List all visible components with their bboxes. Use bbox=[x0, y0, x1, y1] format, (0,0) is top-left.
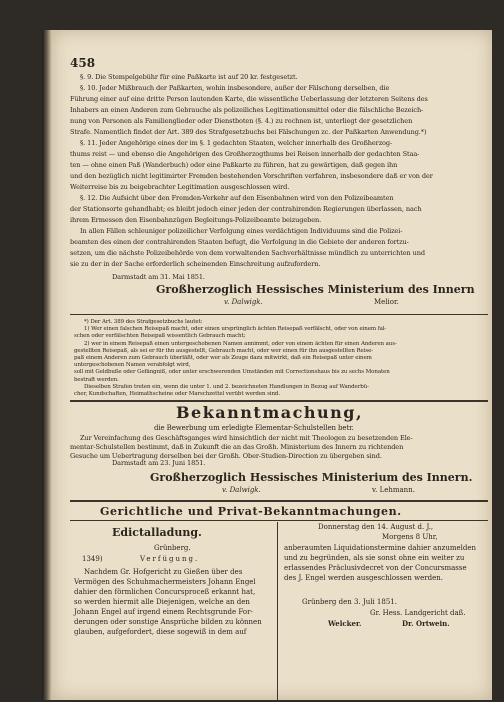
signer-2b: v. Lehmann. bbox=[372, 486, 415, 494]
text-line: erlassendes Präclusivdecret von der Concursmasse bbox=[284, 564, 467, 572]
text-line: beamten des einen der contrahirenden Staaten befugt, die Verfolgung in die Gebiete der anderen fortzu- bbox=[70, 238, 409, 246]
signer-1: v. Dalwigk. bbox=[224, 298, 263, 306]
text-line: Inhabers an einen Anderen zum Gebrauche als polizeiliches Legitimationsmittel oder die fälschliche Bezeich- bbox=[70, 106, 424, 114]
text-line: und zu begründen, als sie sonst ohne ein weiter zu bbox=[284, 554, 465, 562]
section-rule bbox=[70, 500, 488, 502]
notice-number: 1349) bbox=[82, 555, 103, 563]
text-line: Johann Engel auf irgend einem Rechtsgrunde For- bbox=[74, 608, 253, 616]
heading-gerichtliche: Gerichtliche und Privat-Bekanntmachungen. bbox=[100, 505, 402, 518]
text-line: setzen, um die nächste Polizeibehörde von dem vorwaltenden Sachverhältnisse mündlich zu unterrichten und bbox=[70, 249, 425, 257]
text-line: Vermögen des Schuhmachermeisters Johann Engel bbox=[74, 578, 256, 586]
text-line: Zur Vereinfachung des Geschäftsganges wird hinsichtlich der nicht mit Theologen zu besetzenden Ele- bbox=[80, 434, 413, 442]
ministry-1: Großherzoglich Hessisches Ministerium des Innern bbox=[156, 283, 475, 296]
text-line: Dieselben Strafen treten ein, wenn die unter 1. und 2. bezeichneten Handlungen in Bezug auf Wanderbü- bbox=[84, 383, 369, 390]
text-line: Nachdem Gr. Hofgericht zu Gießen über des bbox=[84, 568, 243, 576]
text-line: untergeschobenen Namen verabfolgt wird, bbox=[74, 362, 191, 369]
text-line: mentar-Schulstellen bestimmt, daß in Zukunft die an das Großh. Ministerium des Innern zu richtenden bbox=[70, 443, 404, 451]
signer-1b: Melior. bbox=[374, 298, 399, 306]
text-line: sie zu der in der Sache erforderlich scheinenden Einschreitung aufzufordern. bbox=[70, 260, 321, 268]
text-line: cher, Kundschaften, Heimathscheine oder Marschzettel verübt werden sind. bbox=[74, 391, 280, 397]
text-line: 2) wer in einem Reisepaß einen untergeschobenen Namen annimmt, oder von einem ächten für einen Anderen aus- bbox=[84, 340, 397, 347]
edictal-place: Grünberg. bbox=[154, 544, 191, 552]
text-line: der Stationsorte gehandhabt; es bleibt jedoch einer jeden der contrahirenden Regierungen überlassen, nach bbox=[70, 205, 422, 213]
text-line: derungen oder sonstige Ansprüche bilden zu können bbox=[74, 618, 262, 626]
text-line: nung von Personen als Familienglieder oder Dienstboten (§. 4.) zu rechnen ist, unterliegt der gesetzlichen bbox=[70, 117, 413, 125]
section-rule bbox=[70, 400, 488, 402]
section-rule bbox=[70, 314, 488, 315]
text-line: §. 9. Die Stempelgebühr für eine Paßkarte ist auf 20 kr. festgesetzt. bbox=[80, 73, 298, 81]
column-divider bbox=[277, 522, 278, 702]
document-page bbox=[52, 30, 492, 700]
text-line: dahier den förmlichen Concursproceß erkannt hat, bbox=[74, 588, 256, 596]
section-rule bbox=[70, 520, 488, 521]
text-line: schen oder verfälschten Reisepaß wissentlich Gebrauch macht; bbox=[74, 333, 246, 340]
signer-3b: Dr. Ortwein. bbox=[402, 619, 450, 628]
right-date-2: Morgens 8 Uhr, bbox=[382, 533, 438, 541]
text-line: ten — ohne einen Paß (Wanderbuch) oder eine Paßkarte zu führen, hat zu gewärtigen, daß gegen ihn bbox=[70, 161, 398, 169]
text-line: In allen Fällen schleuniger polizeilicher Verfolgung eines verdächtigen Individuums sind die Polizei- bbox=[80, 227, 403, 235]
text-line: und den bezüglich nicht legitimirter Fremden bestehenden Vorschriften verfahren, insbesondere daß er von der bbox=[70, 172, 433, 180]
heading-bekanntmachung: Bekanntmachung, bbox=[176, 403, 364, 422]
text-line: so werden hiermit alle Diejenigen, welche an den bbox=[74, 598, 250, 606]
text-line: soll mit Geldbuße oder Gefängniß, oder unter erschwerenden Umständen mit Correctionshaus bis zu sechs Monaten bbox=[74, 369, 390, 376]
text-line: thums reist — und ebenso die Angehörigen des Großherzogthums bei Reisen innerhalb der gedachten Staa- bbox=[70, 150, 420, 158]
text-line: *) Der Art. 389 des Strafgesetzbuchs lautet: bbox=[84, 319, 203, 325]
page-number: 458 bbox=[70, 56, 96, 70]
right-date-1: Donnerstag den 14. August d. J., bbox=[318, 523, 434, 531]
text-line: Gesuche um Uebertragung derselben bei der Großh. Ober-Studien-Direction zu übergeben sind. bbox=[70, 452, 382, 460]
text-line: §. 10. Jeder Mißbrauch der Paßkarten, wohin insbesondere, außer der Fälschung derselben, die bbox=[80, 84, 390, 92]
edictal-heading: Edictalladung. bbox=[112, 526, 202, 539]
date-2: Darmstadt am 23. Juni 1851. bbox=[112, 459, 206, 467]
book-binding-shadow bbox=[42, 30, 52, 700]
subheading-bekanntmachung: die Bewerbung um erledigte Elementar-Schulstellen betr. bbox=[154, 424, 354, 432]
text-line: bestraft werden. bbox=[74, 376, 119, 383]
date-1: Darmstadt am 31. Mai 1851. bbox=[112, 273, 205, 281]
text-line: §. 11. Jeder Angehörige eines der im §. 1 gedachten Staaten, welcher innerhalb des Großherzog- bbox=[80, 139, 393, 147]
text-line: gestellten Reisepaß, als sei er für ihn ausgestellt, Gebrauch macht, oder wer einen für ihn ausgestellten Reise- bbox=[74, 347, 373, 354]
signer-3: Welcker. bbox=[328, 619, 362, 628]
text-line: des J. Engel werden ausgeschlossen werden. bbox=[284, 574, 443, 582]
text-line: Weiterreise bis zu beigebrachter Legitimation ausgeschlossen wird. bbox=[70, 183, 290, 191]
ministry-2: Großherzoglich Hessisches Ministerium des Innern. bbox=[150, 471, 473, 484]
text-line: Strafe. Namentlich findet der Art. 389 des Strafgesetzbuchs bei Fälschungen zc. der Paßkarten Anwendung.*) bbox=[70, 128, 427, 136]
text-line: Führung einer auf eine dritte Person lautenden Karte, die wissentliche Ueberlassung der letzteren Seitens des bbox=[70, 95, 428, 103]
text-line: §. 12. Die Aufsicht über den Fremden-Verkehr auf den Eisenbahnen wird von den Polizeibeamten bbox=[80, 194, 394, 202]
verfugung-heading: Verfügung. bbox=[140, 555, 200, 563]
right-date-3: Grünberg den 3. Juli 1851. bbox=[302, 598, 397, 606]
text-line: 1) Wer einen falschen Reisepaß macht, oder einen ursprünglich ächten Reisepaß verfälscht, oder von einem fal- bbox=[84, 326, 387, 333]
text-line: ihrem Ermessen den Eisenbahnzügen Begleitungs-Polizeibeamte beizugeben. bbox=[70, 216, 322, 224]
court-name: Gr. Hess. Landgericht daß. bbox=[370, 609, 466, 617]
text-line: paß einem Anderen zum Gebrauch überläßt, oder wer als Zeuge dazu mitwirkt, daß ein Reisepaß unter einem bbox=[74, 355, 372, 361]
text-line: glauben, aufgefordert, diese sogewiß in dem auf bbox=[74, 628, 247, 636]
text-line: anberaumten Liquidationstermine dahier anzumelden bbox=[284, 544, 476, 552]
signer-2: v. Dalwigk. bbox=[222, 486, 261, 494]
